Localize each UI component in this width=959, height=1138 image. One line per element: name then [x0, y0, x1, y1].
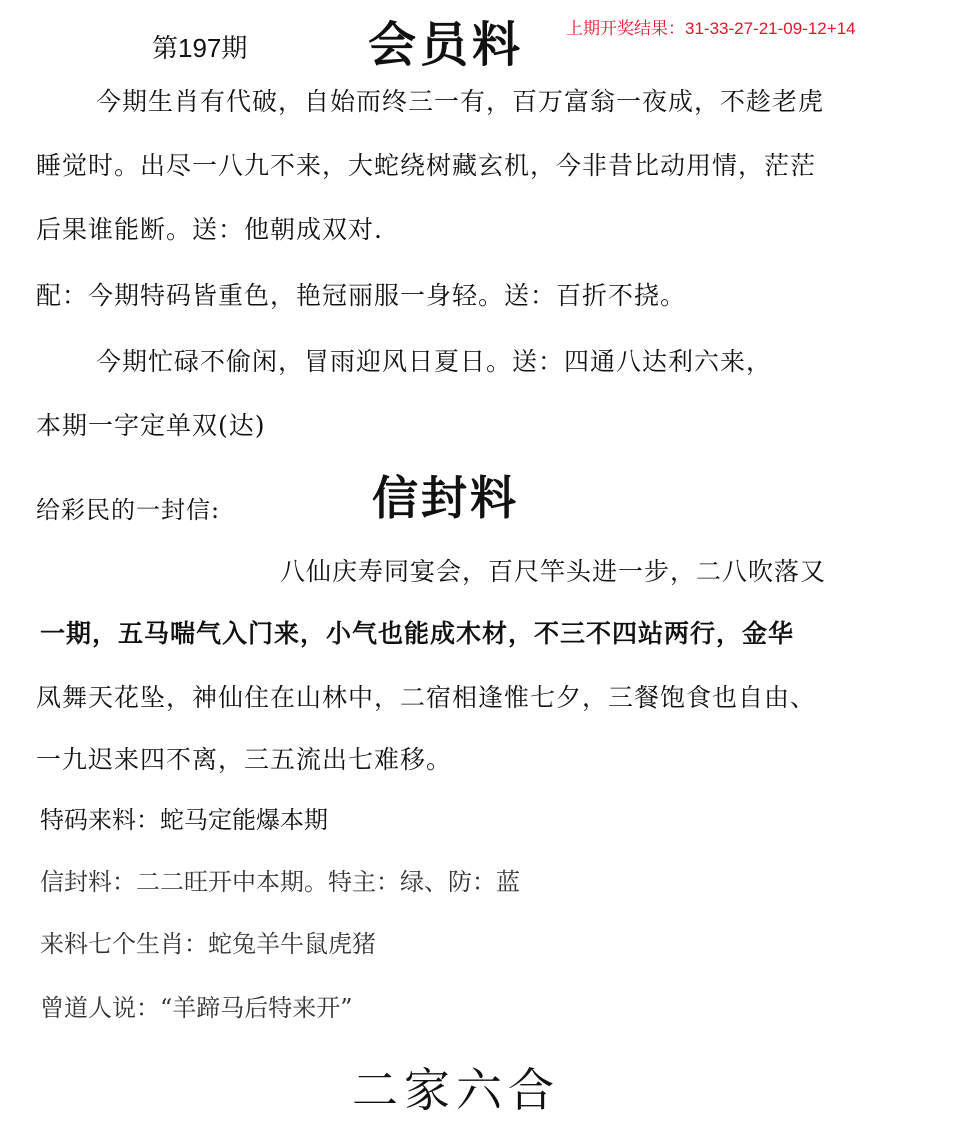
- letter-line-3: 凤舞天花坠，神仙住在山林中，二宿相逢惟七夕，三餐饱食也自由、: [36, 683, 817, 712]
- letter-title: 信封料: [372, 471, 519, 525]
- footer-brand: 二家六合: [352, 1063, 560, 1117]
- member-line-4: 配：今期特码皆重色，艳冠丽服一身轻。送：百折不挠。: [36, 281, 687, 310]
- member-line-2: 睡觉时。出尽一八九不来，大蛇绕树藏玄机，今非昔比动用情，茫茫: [36, 151, 817, 180]
- letter-line-1: 八仙庆寿同宴会，百尺竿头进一步，二八吹落又: [280, 557, 827, 586]
- tip-quote: 曾道人说：“羊蹄马后特来开”: [40, 994, 353, 1022]
- tip-envelope: 信封料：二二旺开中本期。特主：绿、防：蓝: [40, 868, 520, 896]
- letter-line-4: 一九迟来四不离，三五流出七难移。: [36, 745, 453, 774]
- member-line-5: 今期忙碌不偷闲，冒雨迎风日夏日。送：四通八达利六来，: [96, 347, 773, 376]
- letter-line-2: 一期，五马喘气入门来，小气也能成木材，不三不四站两行，金华: [40, 619, 795, 648]
- tip-seven-zodiac: 来料七个生肖：蛇兔羊牛鼠虎猪: [40, 930, 376, 958]
- letter-intro: 给彩民的一封信:: [36, 496, 221, 524]
- tip-special-code: 特码来料：蛇马定能爆本期: [40, 806, 328, 834]
- issue-number: 第197期: [152, 33, 248, 63]
- last-result: 上期开奖结果：31-33-27-21-09-12+14: [566, 19, 856, 38]
- member-line-1: 今期生肖有代破，自始而终三一有，百万富翁一夜成，不趁老虎: [96, 87, 825, 116]
- member-title: 会员料: [368, 17, 525, 73]
- member-line-3: 后果谁能断。送：他朝成双对.: [36, 215, 383, 244]
- member-line-6: 本期一字定单双(达): [36, 411, 266, 440]
